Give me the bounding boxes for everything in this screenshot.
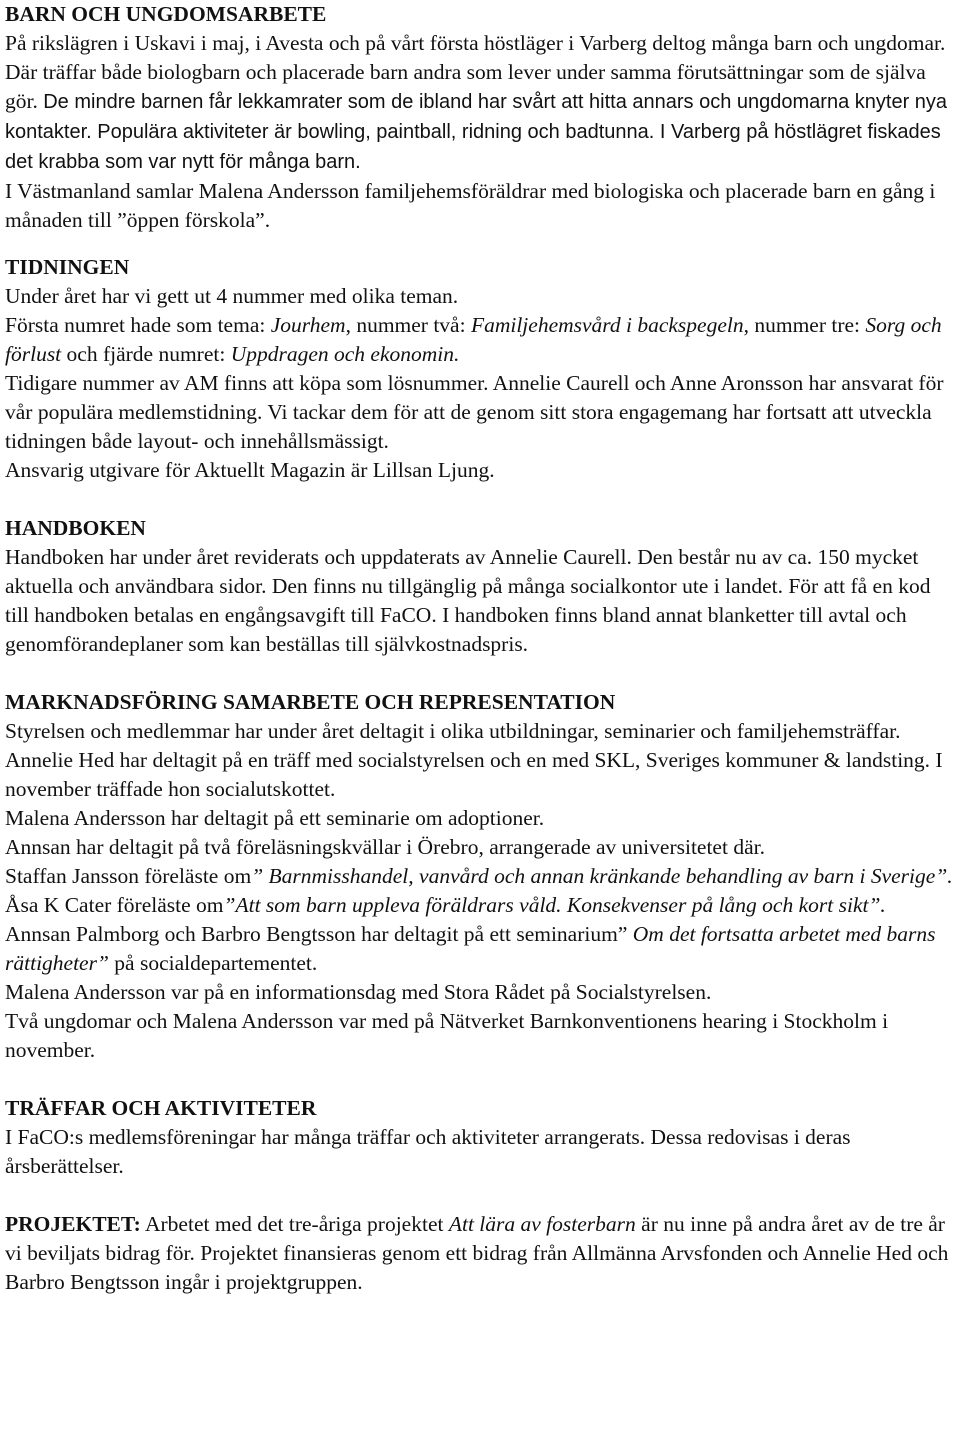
- lecture-title: ” Barnmisshandel, vanvård och annan kränkande behandling av barn i Sverige”.: [251, 864, 953, 888]
- marknad-line-2: Annelie Hed har deltagit på en träff med socialstyrelsen och en med SKL, Sveriges kommuner & landsting. I november träffade hon socialutskottet.: [5, 748, 943, 801]
- marknad-line-1: Styrelsen och medlemmar har under året deltagit i olika utbildningar, seminarier och familjehemsträffar.: [5, 719, 901, 743]
- text-fragment: Annsan Palmborg och Barbro Bengtsson har deltagit på ett seminarium”: [5, 922, 633, 946]
- paragraph-barn-1: [5, 29, 956, 177]
- issue-title: Sorg och förlust: [5, 313, 942, 366]
- tidningen-line-2: [5, 311, 956, 369]
- text-fragment: är nu inne på andra året av de tre år vi beviljats bidrag för. Projektet finansieras genom ett bidrag från Allmänna Arvsfonden och Annelie Hed och Barbro Bengtsson ingår i projektgruppen.: [5, 1212, 949, 1294]
- issue-title: Familjehemsvård i backspegeln: [470, 313, 744, 337]
- marknad-line-8: Malena Andersson var på en informationsdag med Stora Rådet på Socialstyrelsen.: [5, 980, 712, 1004]
- section-projektet: [5, 1210, 956, 1297]
- text-barn-1b: De mindre barnen får lekkamrater som de ibland har svårt att hitta annars och ungdomarna knyter nya kontakter. Populära aktiviteter är bowling, paintball, ridning och badtunna. I Varberg på höstlägret fiskades det krabba som var nytt för många barn.: [5, 91, 948, 173]
- text-fragment: och fjärde numret:: [61, 342, 231, 366]
- text-fragment: , nummer två:: [345, 313, 471, 337]
- text-fragment: Första numret hade som tema:: [5, 313, 271, 337]
- issue-title: Jourhem: [270, 313, 346, 337]
- project-title: Att lära av fosterbarn: [448, 1212, 636, 1236]
- section-traffar: [5, 1094, 956, 1181]
- tidningen-line-1: Under året har vi gett ut 4 nummer med olika teman.: [5, 284, 459, 308]
- heading-handboken: HANDBOKEN: [5, 516, 146, 540]
- tidningen-line-3: [5, 369, 956, 456]
- projektet-label: PROJEKTET:: [5, 1212, 141, 1236]
- issue-title: Uppdragen och ekonomin.: [230, 342, 460, 366]
- text-fragment: Tidigare nummer av AM finns att köpa som lösnummer.: [5, 371, 493, 395]
- marknad-line-3: Malena Andersson har deltagit på ett seminarie om adoptioner.: [5, 806, 545, 830]
- text-fragment: Åsa K Cater föreläste om: [5, 893, 224, 917]
- text-fragment: på socialdepartementet.: [108, 951, 318, 975]
- text-fragment: Staffan Jansson föreläste om: [5, 864, 252, 888]
- text-fragment: Arbetet med det tre-åriga projektet: [140, 1212, 449, 1236]
- section-tidningen: [5, 253, 956, 485]
- marknad-line-6: [5, 891, 956, 920]
- text-barn-1a: På rikslägren i Uskavi i maj, i Avesta och på vårt första höstläger i Varberg deltog många barn och ungdomar. Där träffar både biologbarn och placerade barn andra som lever under samma förutsättningar som de själva gör.: [5, 31, 946, 113]
- section-handboken: [5, 514, 956, 659]
- text-fragment: Annelie Caurell och Anne Aronsson har ansvarat för vår populära medlemstidning. Vi tackar dem för att de genom sitt stora engagemang har fortsatt att utveckla tidningen både layout- och innehållsmässigt.: [5, 371, 944, 453]
- marknad-line-5: [5, 862, 956, 891]
- paragraph-barn-2: I Västmanland samlar Malena Andersson familjehemsföräldrar med biologiska och placerade barn en gång i månaden till ”öppen förskola”.: [5, 179, 936, 232]
- section-marknadsforing: [5, 688, 956, 1065]
- projektet-paragraph: [5, 1210, 956, 1297]
- lecture-title: ”Att som barn uppleva föräldrars våld. Konsekvenser på lång och kort sikt”.: [223, 893, 886, 917]
- handboken-paragraph: Handboken har under året reviderats och uppdaterats av Annelie Caurell. Den består nu av ca. 150 mycket aktuella och användbara sidor. Den finns nu tillgänglig på många socialkontor ute i landet. För att få en kod till handboken betalas en engångsavgift till FaCO. I handboken finns bland annat blanketter till avtal och genomförandeplaner som kan beställas till självkostnadspris.: [5, 545, 931, 656]
- heading-marknadsforing: MARKNADSFÖRING SAMARBETE OCH REPRESENTATION: [5, 690, 616, 714]
- heading-tidningen: TIDNINGEN: [5, 255, 130, 279]
- marknad-line-4: Annsan har deltagit på två föreläsningskvällar i Örebro, arrangerade av universitetet där.: [5, 835, 765, 859]
- text-fragment: , nummer tre:: [743, 313, 866, 337]
- section-barn: [5, 0, 956, 235]
- marknad-line-7: [5, 920, 956, 978]
- heading-barn: BARN OCH UNGDOMSARBETE: [5, 2, 327, 26]
- seminar-title: Om det fortsatta arbetet med barns rättigheter”: [5, 922, 936, 975]
- tidningen-line-4: Ansvarig utgivare för Aktuellt Magazin är Lillsan Ljung.: [5, 458, 495, 482]
- heading-traffar: TRÄFFAR OCH AKTIVITETER: [5, 1096, 317, 1120]
- traffar-paragraph: I FaCO:s medlemsföreningar har många träffar och aktiviteter arrangerats. Dessa redovisas i deras årsberättelser.: [5, 1125, 851, 1178]
- marknad-line-9: Två ungdomar och Malena Andersson var med på Nätverket Barnkonventionens hearing i Stockholm i november.: [5, 1009, 889, 1062]
